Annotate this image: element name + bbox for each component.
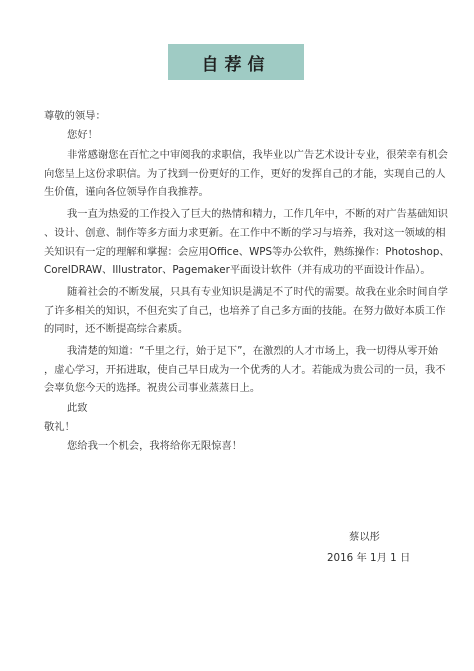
paragraph-2-line-1: 我一直为热爱的工作投入了巨大的热情和精力，工作几年中，不断的对广告基础知识 [67,208,448,220]
signature-name: 蔡以彤 [349,531,380,543]
paragraph-4-line-2: ，虚心学习，开拓进取，使自己早日成为一个优秀的人才。若能成为贵公司的一员，我不 [44,364,446,376]
closing-cizhi: 此致 [67,402,88,414]
salutation: 尊敬的领导： [44,110,106,122]
closing-jingli: 敬礼！ [44,421,75,433]
title-banner [168,44,304,80]
paragraph-1-line-2: 向您呈上这份求职信。为了找到一份更好的工作，更好的发挥自己的才能，实现自己的人 [44,168,446,180]
paragraph-2-line-4: CorelDRAW、Illustrator、Pagemaker平面设计软件（并有成功的平面设计作品）。 [44,264,431,276]
paragraph-2-line-3: 关知识有一定的理解和掌握：会应用Office、WPS等办公软件，熟练操作：Photoshop、 [44,246,450,258]
greeting: 您好！ [67,129,98,141]
paragraph-3-line-2: 了许多相关的知识，不但充实了自己，也培养了自己多方面的技能。在努力做好本质工作 [44,305,446,317]
paragraph-3-line-1: 随着社会的不断发展，只具有专业知识是满足不了时代的需要。故我在业余时间自学 [67,286,448,298]
paragraph-1-line-3: 生价值，谨向各位领导作自我推荐。 [44,186,209,198]
paragraph-1-line-1: 非常感谢您在百忙之中审阅我的求职信，我毕业以广告艺术设计专业，很荣幸有机会 [67,149,448,161]
signature-date: 2016 年 1月 1 日 [327,552,411,564]
paragraph-3-line-3: 的同时，还不断提高综合素质。 [44,323,189,335]
postscript: 您给我一个机会，我将给你无限惊喜！ [67,440,243,452]
paragraph-4-line-1: 我清楚的知道：“千里之行，始于足下”，在激烈的人才市场上，我一切得从零开始 [67,345,439,357]
paragraph-2-line-2: 、设计、创意、制作等多方面力求更新。在工作中不断的学习与培养，我对这一领域的相 [44,227,446,239]
page-title: 自荐信 [201,54,271,75]
paragraph-4-line-3: 会辜负您今天的选择。祝贵公司事业蒸蒸日上。 [44,382,261,394]
